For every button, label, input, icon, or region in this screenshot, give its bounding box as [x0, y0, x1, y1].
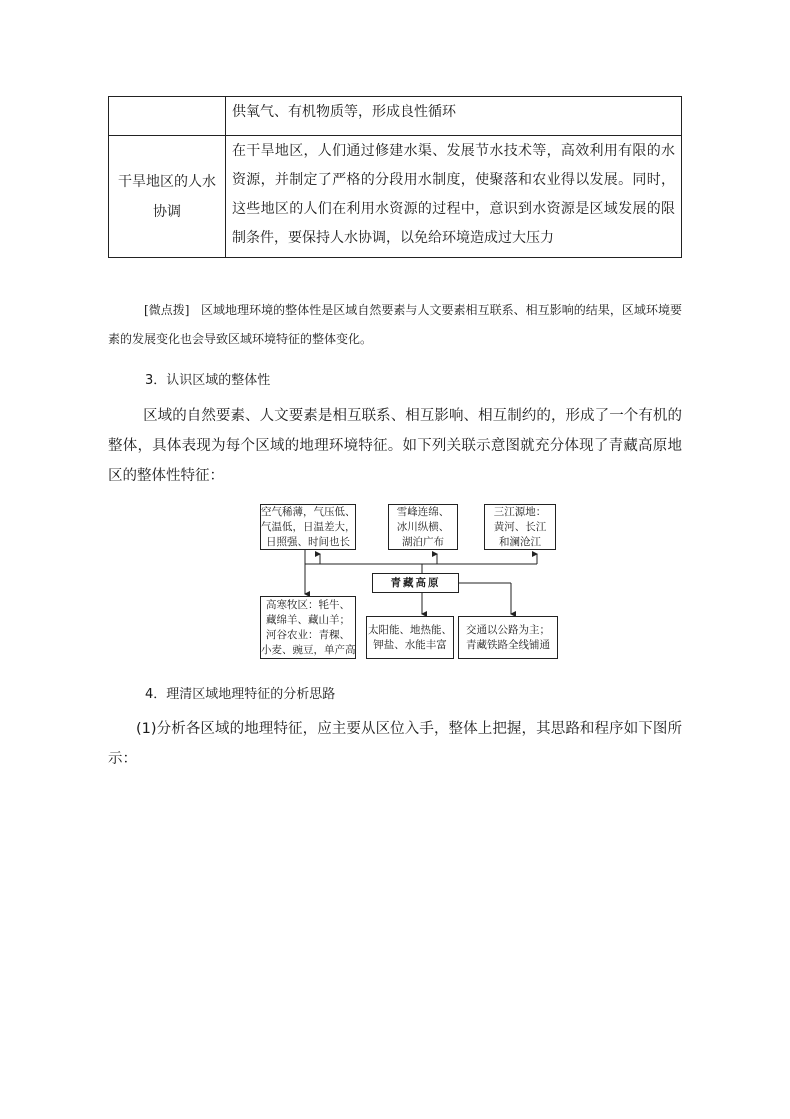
tip-tag: [微点拨]	[144, 303, 190, 317]
agriculture-line: 小麦、豌豆，单产高	[261, 643, 356, 656]
tibet-plateau-diagram	[250, 500, 570, 660]
energy-line: 钾盐、水能丰富	[373, 638, 447, 651]
agriculture-line: 河谷农业：青稞、	[266, 628, 350, 641]
landform-line: 湖泊广布	[402, 535, 444, 548]
agriculture-line: 藏绵羊、藏山羊；	[266, 613, 350, 626]
energy-line: 太阳能、地热能、	[368, 623, 452, 636]
agriculture-line: 高寒牧区：牦牛、	[266, 598, 350, 611]
section-4-paragraph	[108, 714, 682, 774]
section-3-text: 区域的自然要素、人文要素是相互联系、相互影响、相互制约的，形成了一个有机的整体，具体表现为每个区域的地理环境特征。如下列关联示意图就充分体现了青藏高原地区的整体性特征：	[108, 408, 682, 484]
rivers-line: 黄河、长江	[493, 520, 547, 533]
agriculture-box	[260, 596, 356, 659]
feature-table	[108, 96, 682, 258]
section-3-paragraph	[108, 401, 682, 491]
transport-line: 交通以公路为主；	[466, 623, 550, 636]
transport-line: 青藏铁路全线铺通	[466, 638, 550, 651]
transport-box	[458, 616, 558, 659]
table-row	[109, 136, 682, 258]
center-box: 青藏高原	[372, 573, 459, 593]
rivers-line: 和澜沧江	[499, 535, 541, 548]
landform-box	[388, 504, 458, 550]
table-row	[109, 97, 682, 136]
rivers-box	[484, 504, 556, 550]
tip-paragraph	[108, 296, 682, 354]
table-content-cell: 供氧气、有机物质等，形成良性循环	[226, 97, 682, 136]
section-3-heading: 3．认识区域的整体性	[145, 373, 271, 388]
table-label-cell	[109, 97, 226, 136]
section-4-text: (1)分析各区域的地理特征，应主要从区位入手，整体上把握，其思路和程序如下图所示：	[108, 721, 682, 767]
section-4-heading: 4．理清区域地理特征的分析思路	[145, 687, 336, 702]
rivers-line: 三江源地：	[493, 505, 547, 518]
climate-box	[260, 504, 356, 550]
energy-box	[366, 616, 454, 659]
climate-line: 空气稀薄，气压低、	[261, 505, 356, 518]
table-content-cell: 在干旱地区，人们通过修建水渠、发展节水技术等，高效利用有限的水资源，并制定了严格的分段用水制度，使聚落和农业得以发展。同时，这些地区的人们在利用水资源的过程中，意识到水资源是区域发展的限制条件，要保持人水协调，以免给环境造成过大压力	[226, 136, 682, 258]
landform-line: 冰川纵横、	[396, 520, 450, 533]
tip-text: 区域地理环境的整体性是区域自然要素与人文要素相互联系、相互影响的结果，区域环境要素的发展变化也会导致区域环境特征的整体变化。	[108, 303, 682, 346]
climate-line: 日照强、时间也长	[266, 535, 350, 548]
landform-line: 雪峰连绵、	[396, 505, 450, 518]
table-label-cell: 干旱地区的人水协调	[109, 136, 226, 258]
climate-line: 气温低，日温差大，	[261, 520, 356, 533]
